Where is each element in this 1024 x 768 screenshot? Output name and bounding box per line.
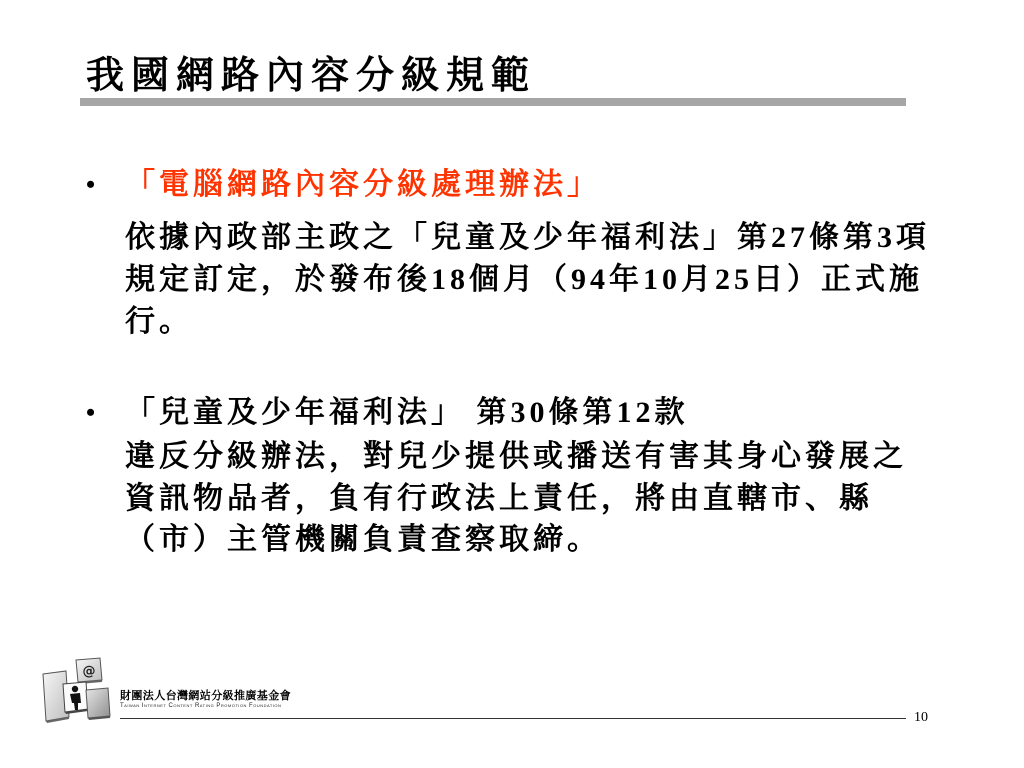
slide-title: 我國網路內容分級規範: [86, 55, 537, 97]
bullet-marker: •: [86, 170, 96, 199]
bullet-body-line: 行。: [125, 305, 193, 338]
logo-at-symbol: @: [82, 664, 96, 679]
title-underline-bar: [80, 98, 906, 106]
footer-divider: [120, 718, 906, 719]
logo-key-at: [76, 658, 102, 684]
keyboard-keys-logo-icon: [40, 655, 112, 725]
logo-key-right: [86, 688, 110, 720]
bullet-body-line: （市）主管機關負責查察取締。: [125, 523, 601, 556]
foundation-name-en: Taiwan Internet Content Rating Promotion Foundation: [120, 703, 282, 709]
bullet-body-line: 違反分級辦法，對兒少提供或播送有害其身心發展之: [125, 440, 907, 473]
bullet-body-line: 規定訂定，於發布後18個月（94年10月25日）正式施: [125, 263, 923, 296]
bullet-heading: 「電腦網路內容分級處理辦法」: [125, 168, 601, 201]
logo-key-person: [63, 682, 88, 714]
bullet-heading: 「兒童及少年福利法」 第30條第12款: [125, 396, 689, 429]
foundation-name-zh: 財團法人台灣網站分級推廣基金會: [120, 690, 291, 702]
bullet-body-line: 資訊物品者，負有行政法上責任，將由直轄市、縣: [125, 482, 873, 515]
page-number: 10: [914, 710, 928, 725]
person-icon: [72, 686, 78, 692]
bullet-marker: •: [86, 398, 96, 427]
bullet-body-line: 依據內政部主政之「兒童及少年福利法」第27條第3項: [125, 221, 930, 254]
